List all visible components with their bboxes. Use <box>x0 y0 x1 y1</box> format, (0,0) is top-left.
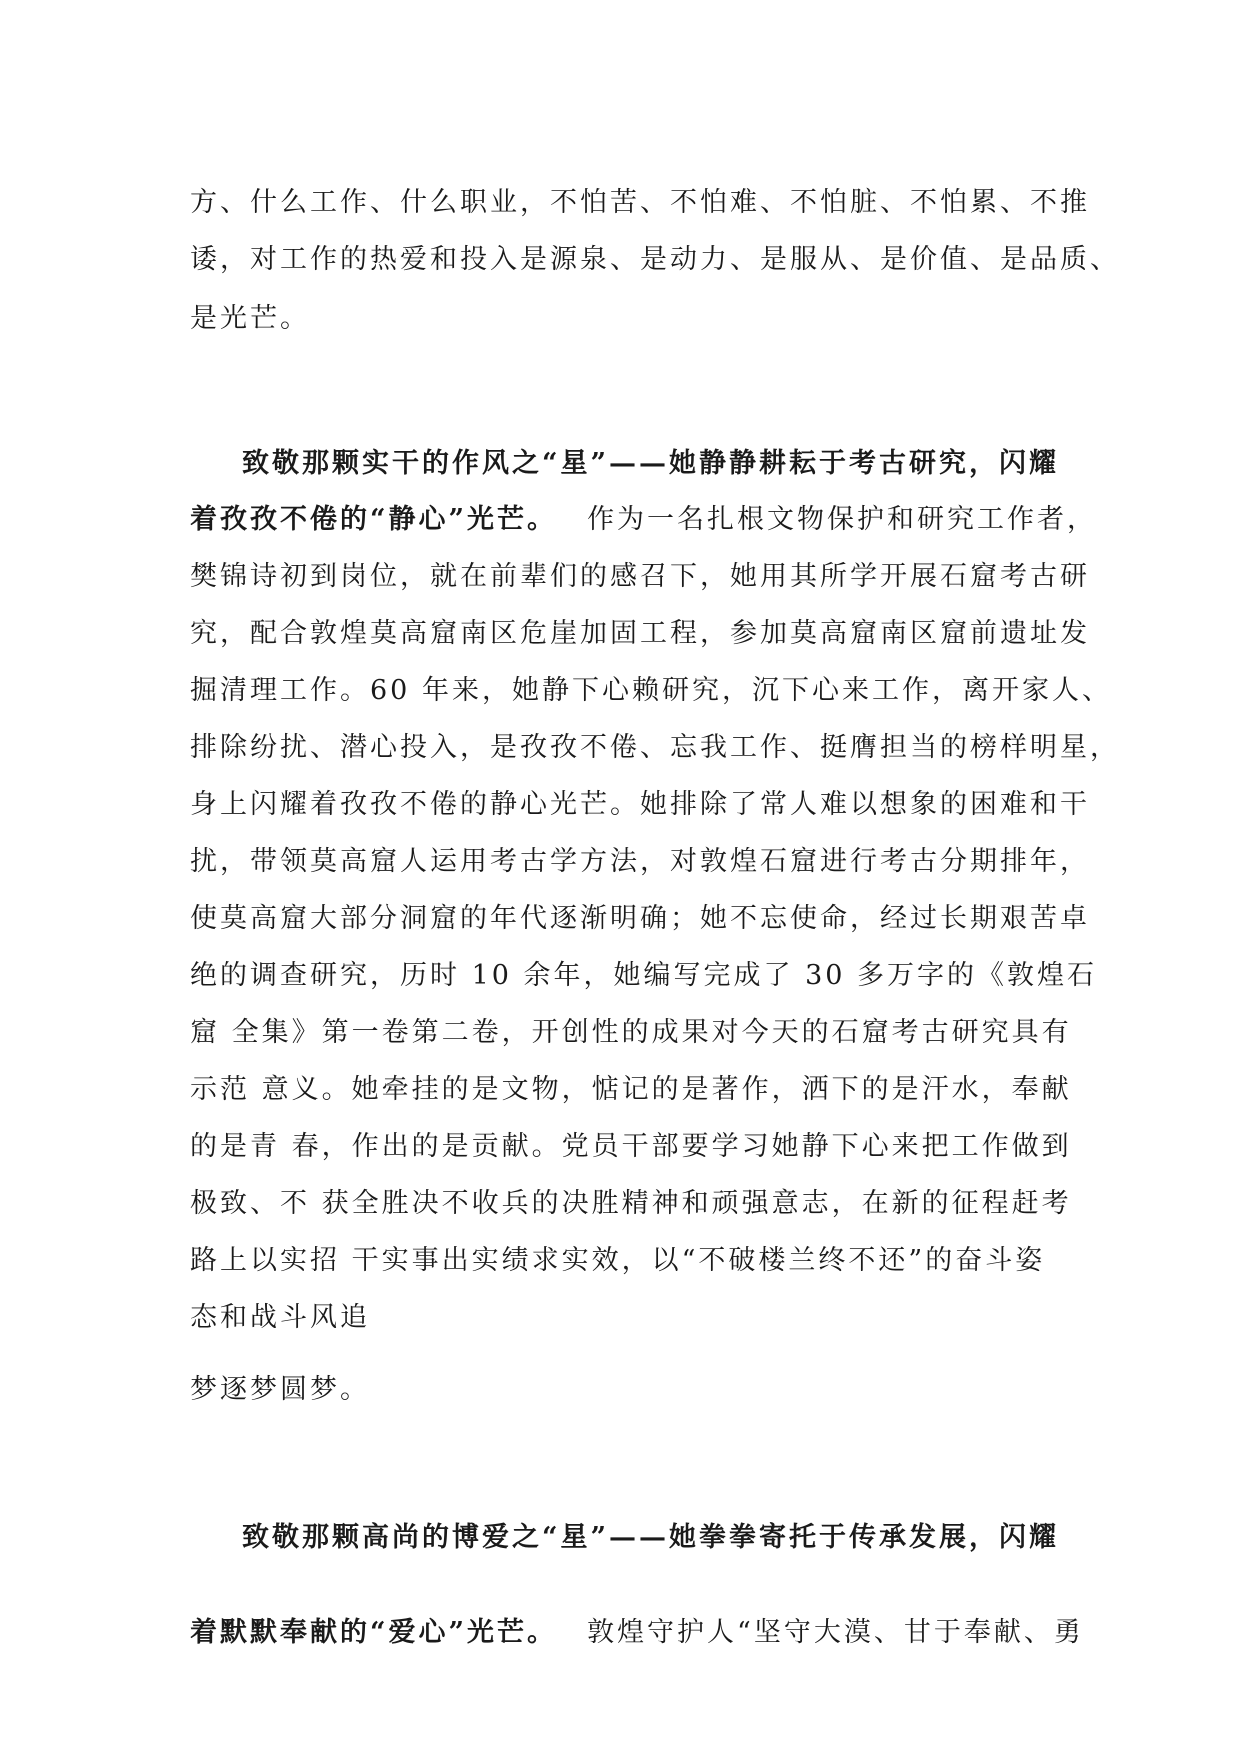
paragraph-line: 扰，带领莫高窟人运用考古学方法，对敦煌石窟进行考古分期排年， <box>190 846 1090 877</box>
section-heading-continued: 着默默奉献的“爱心”光芒。 <box>190 1617 558 1648</box>
paragraph-line: 极致、不 获全胜决不收兵的决胜精神和顽强意志，在新的征程赶考 <box>190 1188 1072 1219</box>
section-heading: 致敬那颗实干的作风之“星”——她静静耕耘于考古研究，闪耀 <box>242 448 1060 479</box>
paragraph-line: 身上闪耀着孜孜不倦的静心光芒。她排除了常人难以想象的困难和干 <box>190 789 1090 820</box>
paragraph-line: 态和战斗风追 <box>190 1302 370 1333</box>
section-first-line <box>190 1613 1084 1653</box>
section-body-start: 敦煌守护人“坚守大漠、甘于奉献、勇 <box>587 1617 1084 1648</box>
paragraph-line: 窟 全集》第一卷第二卷，开创性的成果对今天的石窟考古研究具有 <box>190 1017 1072 1048</box>
section-body-start: 作为一名扎根文物保护和研究工作者， <box>587 504 1098 535</box>
paragraph-line: 示范 意义。她牵挂的是文物，惦记的是著作，洒下的是汗水，奉献 <box>190 1074 1072 1105</box>
section-heading: 致敬那颗高尚的博爱之“星”——她拳拳寄托于传承发展，闪耀 <box>242 1522 1060 1553</box>
section-first-line <box>190 500 1098 540</box>
paragraph-line: 绝的调查研究，历时 10 余年，她编写完成了 30 多万字的《敦煌石 <box>190 960 1098 991</box>
paragraph-line: 究，配合敦煌莫高窟南区危崖加固工程，参加莫高窟南区窟前遗址发 <box>190 618 1090 649</box>
paragraph-line: 使莫高窟大部分洞窟的年代逐渐明确；她不忘使命，经过长期艰苦卓 <box>190 903 1090 934</box>
paragraph-line: 的是青 春，作出的是贡献。党员干部要学习她静下心来把工作做到 <box>190 1131 1072 1162</box>
paragraph-line: 是光芒。 <box>190 303 310 334</box>
paragraph-line: 樊锦诗初到岗位，就在前辈们的感召下，她用其所学开展石窟考古研 <box>190 561 1090 592</box>
paragraph-line: 诿，对工作的热爱和投入是源泉、是动力、是服从、是价值、是品质、 <box>190 244 1120 275</box>
paragraph-line: 掘清理工作。60 年来，她静下心赖研究，沉下心来工作，离开家人、 <box>190 675 1112 706</box>
paragraph-line: 路上以实招 干实事出实绩求实效，以“不破楼兰终不还”的奋斗姿 <box>190 1245 1046 1276</box>
section-heading-continued: 着孜孜不倦的“静心”光芒。 <box>190 504 558 535</box>
paragraph-line: 排除纷扰、潜心投入，是孜孜不倦、忘我工作、挺膺担当的榜样明星， <box>190 732 1120 763</box>
paragraph-line: 方、什么工作、什么职业，不怕苦、不怕难、不怕脏、不怕累、不推 <box>190 187 1090 218</box>
paragraph-line: 梦逐梦圆梦。 <box>190 1374 370 1405</box>
